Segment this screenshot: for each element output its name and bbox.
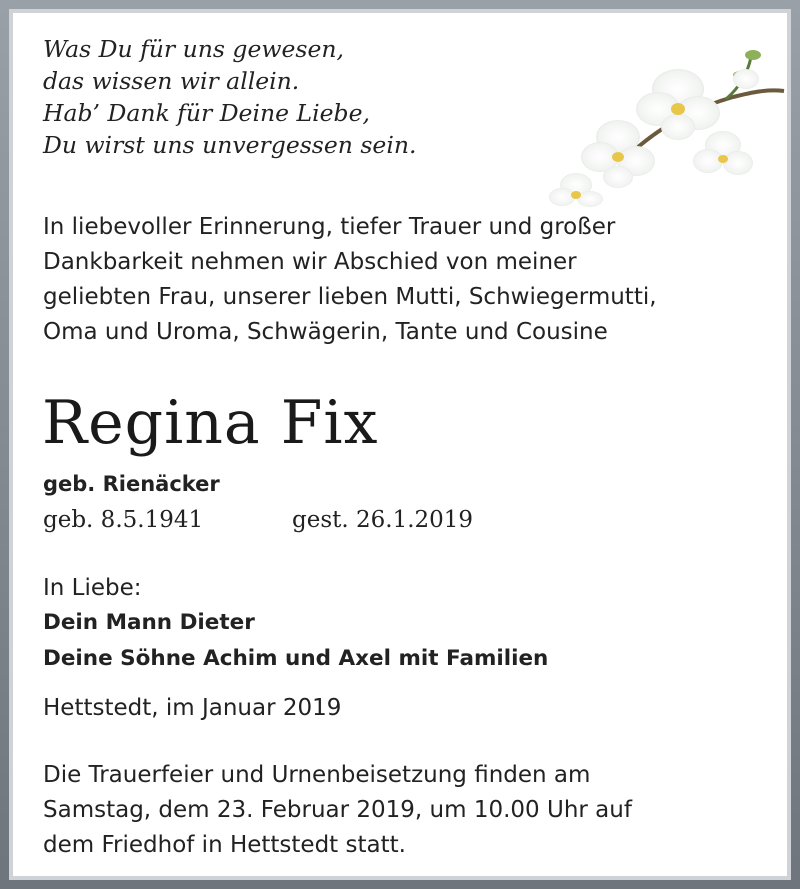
mourner-name: Dein Mann Dieter	[43, 610, 255, 635]
intro-line: geliebten Frau, unserer lieben Mutti, Schwiegermutti,	[43, 284, 657, 310]
poem-line: Hab’ Dank für Deine Liebe,	[43, 99, 370, 127]
mourners-label: In Liebe:	[43, 575, 142, 601]
intro-text	[43, 210, 657, 350]
service-line: dem Friedhof in Hettstedt statt.	[43, 832, 406, 858]
place-date: Hettstedt, im Januar 2019	[43, 695, 342, 721]
poem-line: das wissen wir allein.	[43, 67, 300, 95]
maiden-name: geb. Rienäcker	[43, 472, 220, 496]
poem-line: Du wirst uns unvergessen sein.	[43, 131, 417, 159]
orchid-flower-icon	[518, 27, 786, 207]
service-line: Samstag, dem 23. Februar 2019, um 10.00 Uhr auf	[43, 797, 632, 823]
obituary-card	[9, 9, 791, 880]
mourner-name: Deine Söhne Achim und Axel mit Familien	[43, 646, 549, 671]
service-info	[43, 758, 632, 863]
deceased-name: Regina Fix	[42, 388, 379, 458]
birth-date: geb. 8.5.1941	[43, 507, 204, 533]
intro-line: Oma und Uroma, Schwägerin, Tante und Cousine	[43, 319, 608, 345]
life-dates	[43, 503, 473, 537]
mourners-list	[43, 605, 548, 677]
intro-line: Dankbarkeit nehmen wir Abschied von meiner	[43, 249, 577, 275]
poem-line: Was Du für uns gewesen,	[43, 35, 344, 63]
death-date: gest. 26.1.2019	[292, 507, 474, 533]
intro-line: In liebevoller Erinnerung, tiefer Trauer und großer	[43, 214, 616, 240]
memorial-poem	[43, 33, 416, 161]
service-line: Die Trauerfeier und Urnenbeisetzung finden am	[43, 762, 591, 788]
